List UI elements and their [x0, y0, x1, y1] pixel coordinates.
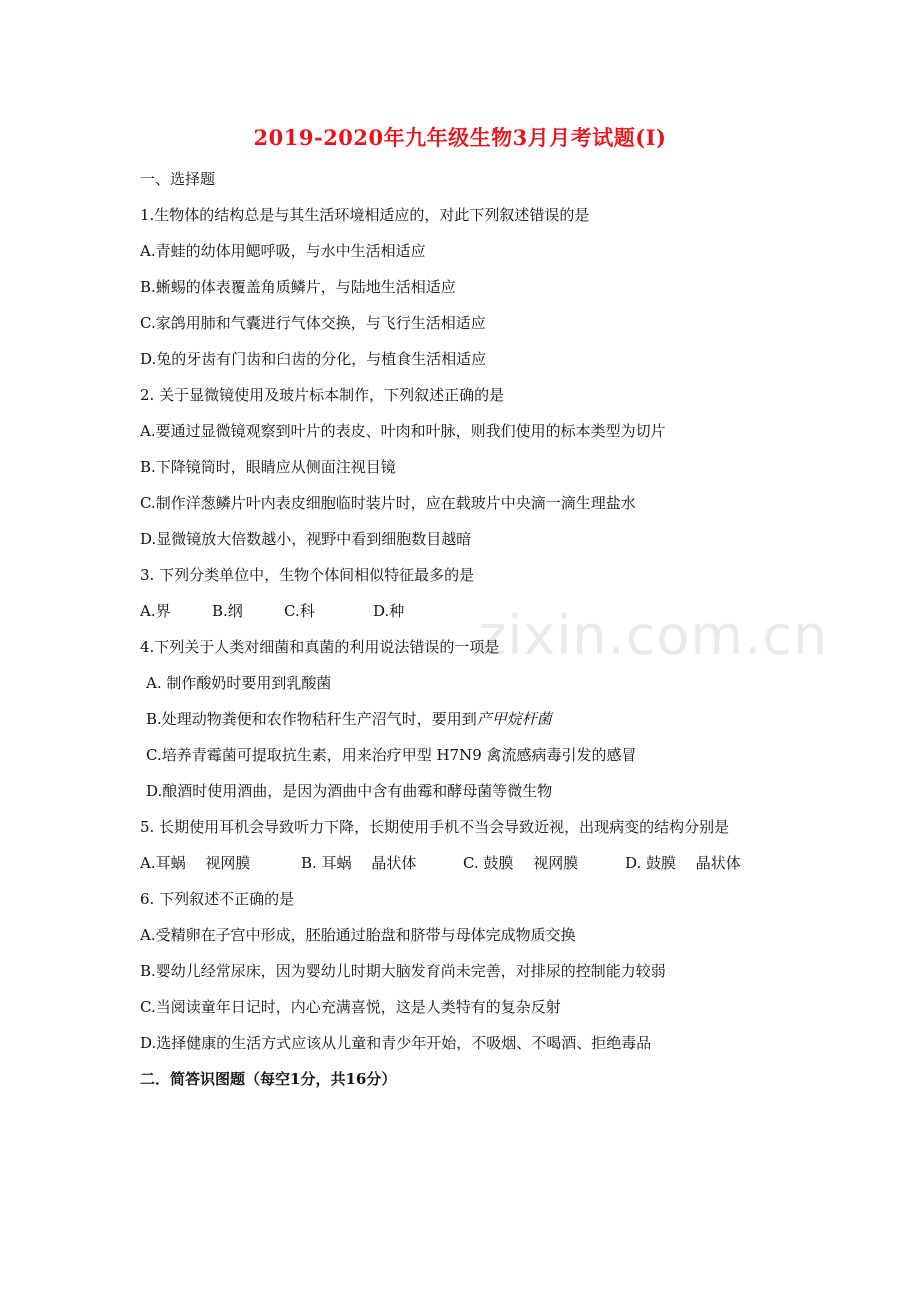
question-4-option-b-text: B.处理动物粪便和农作物秸秆生产沼气时，要用到 [146, 710, 477, 728]
section-heading-choice: 一、选择题 [140, 170, 216, 188]
question-2-stem: 2. 关于显微镜使用及玻片标本制作，下列叙述正确的是 [140, 386, 505, 404]
watermark: zixin.com.cn [478, 604, 829, 667]
question-2-option-b: B.下降镜筒时，眼睛应从侧面注视目镜 [140, 458, 396, 476]
question-5-option-c: C. 鼓膜 视网膜 [463, 854, 579, 872]
question-4-option-c: C.培养青霉菌可提取抗生素，用来治疗甲型 H7N9 禽流感病毒引发的感冒 [146, 746, 637, 764]
question-3-option-b: B.纲 [212, 602, 243, 620]
question-6-option-c: C.当阅读童年日记时，内心充满喜悦，这是人类特有的复杂反射 [140, 998, 561, 1016]
question-6-option-b: B.婴幼儿经常尿床，因为婴幼儿时期大脑发育尚未完善，对排尿的控制能力较弱 [140, 962, 666, 980]
question-5-options [140, 853, 741, 873]
question-5-stem: 5. 长期使用耳机会导致听力下降，长期使用手机不当会导致近视，出现病变的结构分别是 [140, 818, 730, 836]
question-3-option-c: C.科 [284, 602, 315, 620]
question-6-option-d: D.选择健康的生活方式应该从儿童和青少年开始，不吸烟、不喝酒、拒绝毒品 [140, 1034, 652, 1052]
question-1-option-c: C.家鸽用肺和气囊进行气体交换，与飞行生活相适应 [140, 314, 486, 332]
question-2-option-a: A.要通过显微镜观察到叶片的表皮、叶肉和叶脉，则我们使用的标本类型为切片 [140, 422, 666, 440]
question-2-option-d: D.显微镜放大倍数越小，视野中看到细胞数目越暗 [140, 530, 472, 548]
question-5-option-b: B. 耳蜗 晶状体 [301, 854, 417, 872]
question-4-option-d: D.酿酒时使用酒曲，是因为酒曲中含有曲霉和酵母菌等微生物 [146, 782, 553, 800]
question-1-option-d: D.兔的牙齿有门齿和臼齿的分化，与植食生活相适应 [140, 350, 487, 368]
question-6-stem: 6. 下列叙述不正确的是 [140, 890, 295, 908]
question-1-option-b: B.蜥蜴的体表覆盖角质鳞片，与陆地生活相适应 [140, 278, 456, 296]
question-3-stem: 3. 下列分类单位中，生物个体间相似特征最多的是 [140, 566, 475, 584]
question-4-stem: 4.下列关于人类对细菌和真菌的利用说法错误的一项是 [140, 638, 500, 656]
question-3-option-d: D.种 [373, 602, 405, 620]
question-1-option-a: A.青蛙的幼体用鳃呼吸，与水中生活相适应 [140, 242, 426, 260]
section-heading-short-answer: 二．简答识图题（每空1分，共16分） [140, 1070, 397, 1088]
question-4-option-a: A. 制作酸奶时要用到乳酸菌 [146, 674, 332, 692]
question-2-option-c: C.制作洋葱鳞片叶内表皮细胞临时装片时，应在载玻片中央滴一滴生理盐水 [140, 494, 636, 512]
question-4-option-b [146, 709, 552, 729]
page-title: 2019-2020年九年级生物3月月考试题(I) [253, 125, 667, 150]
question-6-option-a: A.受精卵在子宫中形成，胚胎通过胎盘和脐带与母体完成物质交换 [140, 926, 576, 944]
question-3-options [140, 601, 404, 621]
question-3-option-a: A.界 [140, 602, 171, 620]
question-5-option-a: A.耳蜗 视网膜 [140, 854, 251, 872]
question-5-option-d: D. 鼓膜 晶状体 [625, 854, 741, 872]
question-4-option-b-italic: 产甲烷杆菌 [476, 710, 552, 728]
question-1-stem: 1.生物体的结构总是与其生活环境相适应的，对此下列叙述错误的是 [140, 206, 590, 224]
